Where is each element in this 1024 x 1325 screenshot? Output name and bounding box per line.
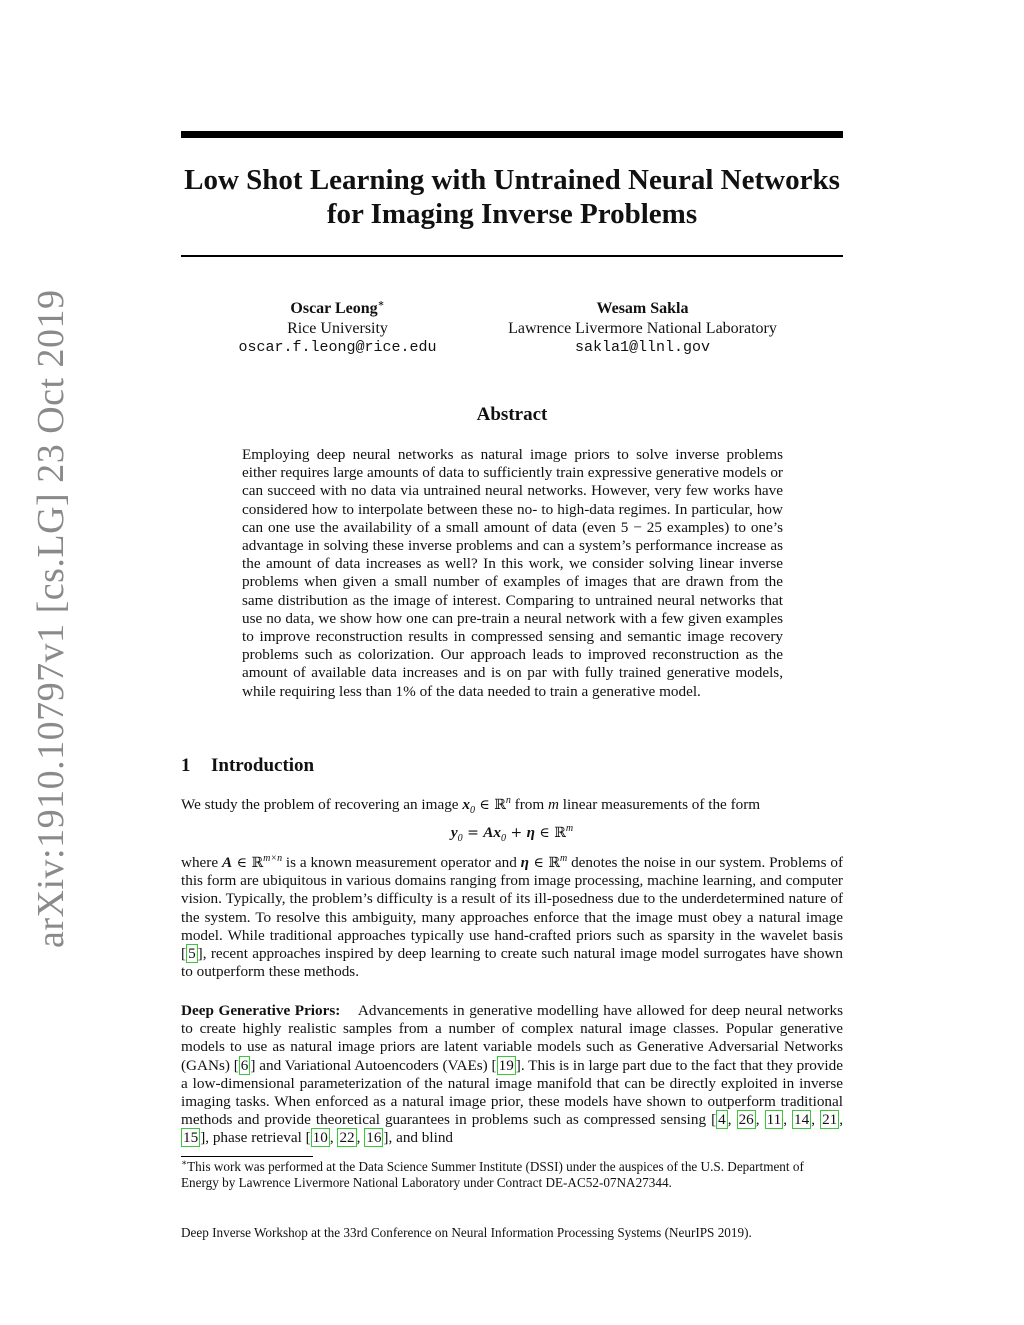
title-line-1: Low Shot Learning with Untrained Neural Networks	[184, 164, 840, 196]
author-block	[495, 299, 790, 358]
citation-link[interactable]: 4	[718, 1111, 726, 1129]
deep-priors-paragraph: Deep Generative Priors: Advancements in generative modelling have allowed for deep neural networks to create highly realistic samples from a number of complex natural image classes. Popular generative models to use as natural image priors are latent variable models such as Generative Adversarial Networks (GANs) [ 6 ] and Variational Autoencoders (VAEs) [ 19 ]. This is in large part due to the fact that they provide a low-dimensional parameterization of the natural image manifold that can be directly exploited in inverse imaging tasks. When enforced as a natural image prior, these models have shown to outperform traditional methods and provide theoretical guarantees in problems such as compressed sensing [ 4 , 26 , 11 , 14 , 21 , 15 ], phase retrieval [ 10 , 22 , 16 ], and blind	[181, 1002, 844, 1147]
citation-link[interactable]: 16	[366, 1129, 382, 1147]
math-inline: $x_0$ ∈ ℝ$^n$	[462, 794, 511, 817]
math-inline: 5 − 25	[620, 518, 662, 536]
title-rule-top	[181, 131, 843, 138]
footnote-mark: ∗	[181, 1157, 188, 1168]
section-title: Introduction	[211, 755, 315, 776]
author-name: Wesam Sakla	[596, 300, 689, 317]
citation-link[interactable]: 21	[822, 1111, 838, 1129]
citation-link[interactable]: 15	[183, 1129, 199, 1147]
citation-link[interactable]: 10	[312, 1129, 328, 1147]
section-number: 1	[181, 755, 191, 776]
author-affiliation: Rice University	[287, 319, 388, 337]
title-rule-bottom	[181, 255, 843, 257]
abstract-text: Employing deep neural networks as natural image priors to solve inverse problems either requires large amounts of data to sufficiently train expressive generative models or can succeed with no data via untrained neural networks. However, very few works have considered how to interpolate between these no- to high-data regimes. In particular, how can one use the availability of a small amount of data (even 5 − 25 examples) to one’s advantage in solving these inverse problems and can a system’s performance increase as the amount of data increases as well? In this work, we consider solving linear inverse problems when given a small number of examples of images that are drawn from the same distribution as the image of interest. Comparing to untrained neural networks that use no data, we show how one can pre-train a neural network with a few given examples to improve reconstruction results in compressed sensing and semantic image recovery problems such as colorization. Our approach leads to improved reconstruction as the amount of available data increases and is on par with fully trained generative models, while requiring less than 1% of the data needed to train a generative model.	[242, 446, 783, 700]
citation-link[interactable]: 22	[339, 1129, 355, 1147]
citation-link[interactable]: 5	[188, 945, 196, 963]
footnote-mark: ∗	[377, 298, 385, 310]
title-line-2: for Imaging Inverse Problems	[326, 198, 698, 230]
citation-link[interactable]: 6	[240, 1056, 249, 1074]
intro-paragraph: We study the problem of recovering an image $x_0$ ∈ ℝ$^n$ from m linear measurements of the form	[181, 794, 761, 817]
math-inline: A ∈ ℝ$^{m\times n}$	[221, 852, 283, 871]
author-email[interactable]: sakla1@llnl.gov	[574, 339, 711, 356]
paper-title	[181, 163, 843, 231]
author-affiliation: Lawrence Livermore National Laboratory	[508, 319, 777, 337]
citation-link[interactable]: 26	[738, 1111, 754, 1129]
citation-link[interactable]: 11	[766, 1111, 782, 1129]
arxiv-stamp: arXiv:1910.10797v1 [cs.LG] 23 Oct 2019	[30, 289, 72, 948]
math-inline: η ∈ ℝ$^m$	[520, 852, 568, 871]
section-heading	[181, 754, 843, 778]
footnote-rule	[181, 1156, 313, 1157]
abstract-heading: Abstract	[476, 404, 548, 425]
citation-link[interactable]: 19	[498, 1056, 514, 1074]
paragraph-heading: Deep Generative Priors:	[181, 1002, 341, 1019]
math-inline: 1%	[395, 682, 416, 700]
footnote: ∗This work was performed at the Data Science Summer Institute (DSSI) under the auspices of the U.S. Department of Energy by Lawrence Livermore National Laboratory under Contract DE-AC52-07NA27344.	[181, 1157, 804, 1190]
math-inline: m	[547, 796, 559, 813]
citation-link[interactable]: 14	[794, 1111, 810, 1129]
intro-paragraph: where A ∈ ℝ$^{m\times n}$ is a known measurement operator and η ∈ ℝ$^m$ denotes the noise in our system. Problems of this form are ubiquitous in various domains ranging from image processing, machine learning, and computer vision. Typically, the problem’s difficulty is a result of its ill-posedness due to the underdetermined nature of the system. To resolve this ambiguity, many approaches enforce that the image must obey a natural image model. While traditional approaches typically use hand-crafted priors such as sparsity in the wavelet basis [ 5 ], recent approaches inspired by deep learning to create such natural image model surrogates have shown to outperform these methods.	[181, 852, 844, 981]
author-email[interactable]: oscar.f.leong@rice.edu	[238, 339, 437, 356]
venue-note: Deep Inverse Workshop at the 33rd Conference on Neural Information Processing Systems (NeurIPS 2019).	[181, 1225, 752, 1240]
display-equation: $y_0 = Ax_0 + \eta$ ∈ ℝ$^m$	[450, 822, 574, 845]
author-name: Oscar Leong∗	[290, 298, 385, 317]
author-block	[230, 299, 445, 358]
